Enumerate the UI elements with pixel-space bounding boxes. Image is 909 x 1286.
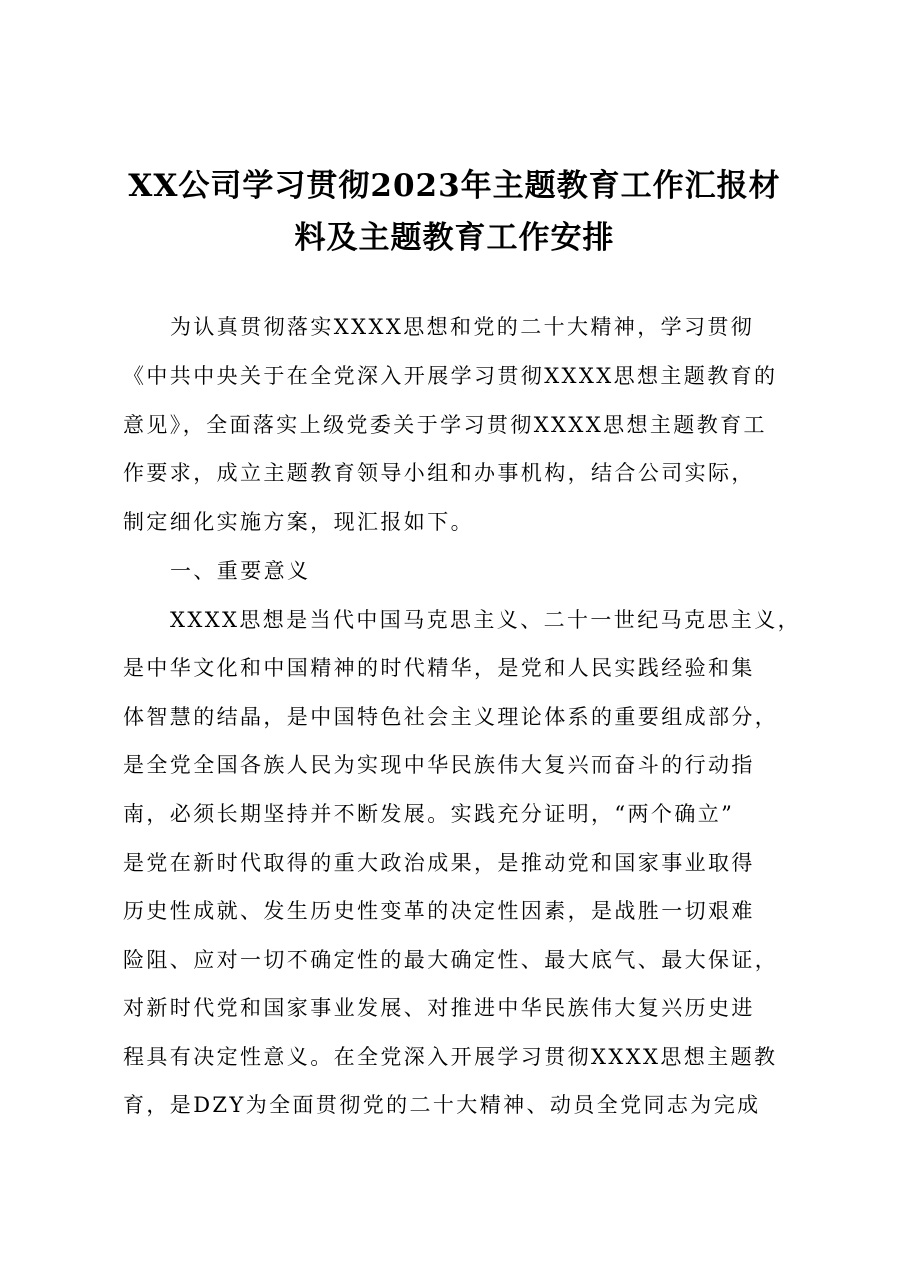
paragraph-line: 程具有决定性意义。在全党深入开展学习贯彻XXXX思想主题教 — [123, 1045, 778, 1069]
paragraph-line: 是全党全国各族人民为实现中华民族伟大复兴而奋斗的行动指 — [123, 753, 755, 777]
paragraph-line: 为认真贯彻落实XXXX思想和党的二十大精神，学习贯彻 — [170, 315, 755, 339]
document-title-line-1: XX公司学习贯彻2023年主题教育工作汇报材 — [128, 168, 781, 204]
paragraph-line: XXXX思想是当代中国马克思主义、二十一世纪马克思主义， — [170, 608, 801, 632]
paragraph-line: 制定细化实施方案，现汇报如下。 — [123, 510, 474, 534]
paragraph-line: 对新时代党和国家事业发展、对推进中华民族伟大复兴历史进 — [123, 996, 755, 1020]
paragraph-line: 体智慧的结晶，是中国特色社会主义理论体系的重要组成部分， — [123, 705, 779, 729]
paragraph-line: 育，是DZY为全面贯彻党的二十大精神、动员全党同志为完成 — [123, 1093, 761, 1117]
paragraph-line: 历史性成就、发生历史性变革的决定性因素，是战胜一切艰难 — [123, 899, 755, 923]
paragraph-line: 险阻、应对一切不确定性的最大确定性、最大底气、最大保证， — [123, 948, 779, 972]
paragraph-line: 是党在新时代取得的重大政治成果，是推动党和国家事业取得 — [123, 851, 755, 875]
paragraph-line: 作要求，成立主题教育领导小组和办事机构，结合公司实际， — [123, 461, 755, 485]
paragraph-line: 南，必须长期坚持并不断发展。实践充分证明，“两个确立” — [123, 802, 735, 826]
document-title-line-2: 料及主题教育工作安排 — [294, 220, 615, 256]
paragraph-line: 是中华文化和中国精神的时代精华，是党和人民实践经验和集 — [123, 656, 755, 680]
section-heading: 一、重要意义 — [170, 559, 311, 583]
paragraph-line: 《中共中央关于在全党深入开展学习贯彻XXXX思想主题教育的 — [123, 364, 778, 388]
paragraph-line: 意见》，全面落实上级党委关于学习贯彻XXXX思想主题教育工 — [123, 413, 767, 437]
